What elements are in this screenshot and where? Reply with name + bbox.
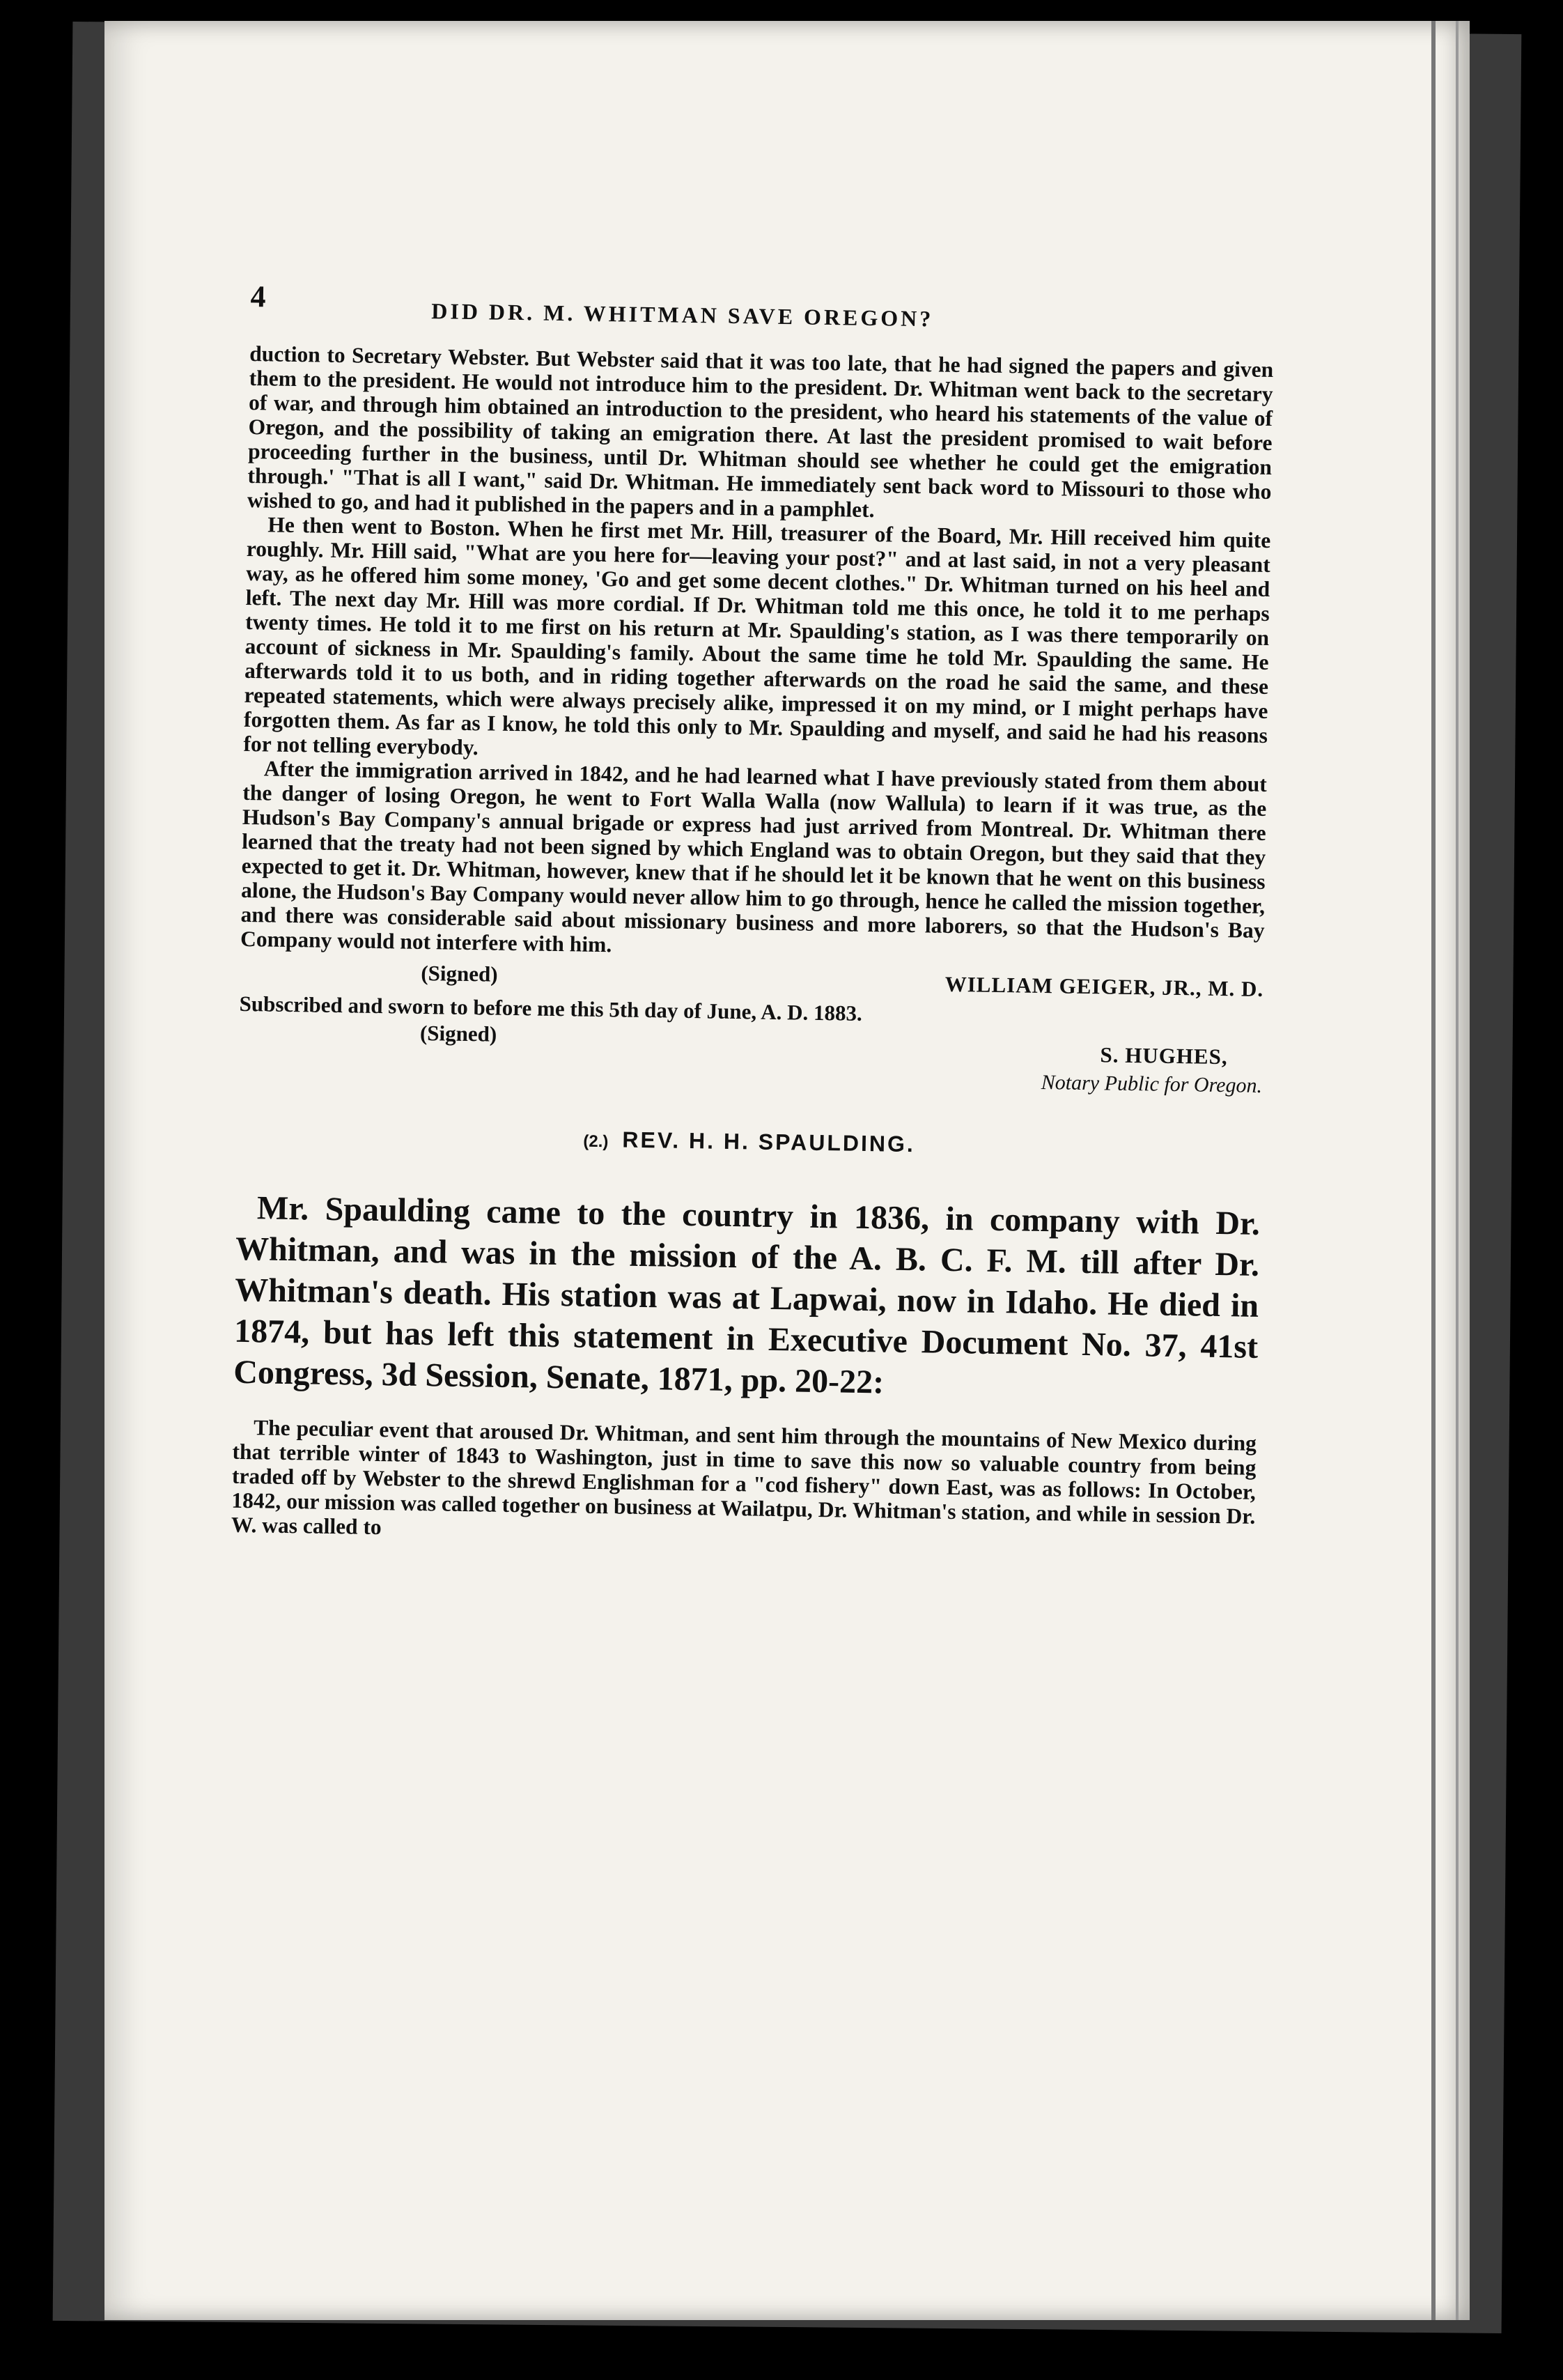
paragraph: duction to Secretary Webster. But Webster said that it was too late, that he had signed the papers and given them to the president. He would not introduce him to the president. Dr. Whitman went back to the secretary of war, and through him obtained an introduction to the president, who heard his statements of the value of Oregon, and the possibility of taking an emigration there. At last the president promised to wait before proceeding further in the business, until Dr. Whitman should see whether he could get the emigration through.' "That is all I want," said Dr. Whitman. He immediately sent back word to Missouri to those who wished to go, and had it published in the papers and in a pamphlet. [247,341,1274,523]
notary-title: Notary Public for Oregon. [1041,1070,1263,1097]
signed-label: (Signed) [421,960,498,987]
paragraph: He then went to Boston. When he first met Mr. Hill, treasurer of the Board, Mr. Hill received him quite roughly. Mr. Hill said, "What are you here for—leaving your post?" and at last said, in not a very pleasant way, as he offered him some money, 'Go and get some decent clothes." Dr. Whitman turned on his heel and left. The next day Mr. Hill was more cordial. If Dr. Whitman told me this once, he told it to me perhaps twenty times. He told it to me first on his return at Mr. Spaulding's station, as I was there temporarily on account of sickness in Mr. Spaulding's family. About the same time he told Mr. Spaulding the same. He afterwards told it to us both, and in riding together afterwards on the road he said the same, and these repeated statements, which were always precisely alike, impressed it on my mind, or I might perhaps have forgotten them. As far as I know, he told this only to Mr. Spaulding and myself, and said he had his reasons for not telling everybody. [243,512,1271,760]
section-heading [237,1121,1261,1163]
signed-label-2: (Signed) [419,1020,497,1046]
intro-paragraph [233,1187,1260,1409]
sworn-statement: Subscribed and sworn to before me this 5th day of June, A. D. 1883. [239,991,863,1026]
page-fold-edge [1431,21,1436,2320]
paragraph: After the immigration arrived in 1842, and he had learned what I have previously stated from them about the danger of losing Oregon, he went to Fort Walla Walla (now Wallula) to learn if it was true, as the Hudson's Bay Company's annual brigade or express had just arrived from Montreal. Dr. Whitman there learned that the treaty had not been signed by which England was to obtain Oregon, but they said that they expected to get it. Dr. Whitman, however, knew that if he should let it be known that he went on this business alone, the Hudson's Bay Company would never allow him to go through, hence he called the mission together, and there was considerable said about missionary business and more laborers, so that the Hudson's Bay Company would not interfere with him. [240,756,1268,957]
section-number: (2.) [583,1131,609,1152]
page-fold-edge-2 [1456,21,1459,2320]
notary-name: S. HUGHES, [1100,1042,1228,1069]
running-head: DID DR. M. WHITMAN SAVE OREGON? [431,298,934,332]
page-content [231,279,1275,1553]
section-title: REV. H. H. SPAULDING. [622,1127,916,1157]
intro-text: Mr. Spaulding came to the country in 1836, in company with Dr. Whitman, and was in the mission of the A. B. C. F. M. till after Dr. Whitman's death. His station was at Lapwai, now in Idaho. He died in 1874, but has left this statement in Executive Document No. 37, 41st Congress, 3d Session, Senate, 1871, pp. 20-22: [233,1189,1261,1401]
paragraph: The peculiar event that aroused Dr. Whitman, and sent him through the mountains of New Mexico during that terrible winter of 1843 to Washington, just in time to save this now so valuable country from being traded off by Webster to the shrewd Englishman for a "cod fishery" down East, was as follows: In October, 1842, our mission was called together on business at Wailatpu, Dr. Whitman's station, and while in session Dr. W. was called to [231,1415,1257,1540]
signer-name: WILLIAM GEIGER, JR., M. D. [944,971,1264,1001]
affidavit-text [240,341,1274,967]
page-number: 4 [250,279,266,314]
quoted-statement [231,1415,1257,1553]
